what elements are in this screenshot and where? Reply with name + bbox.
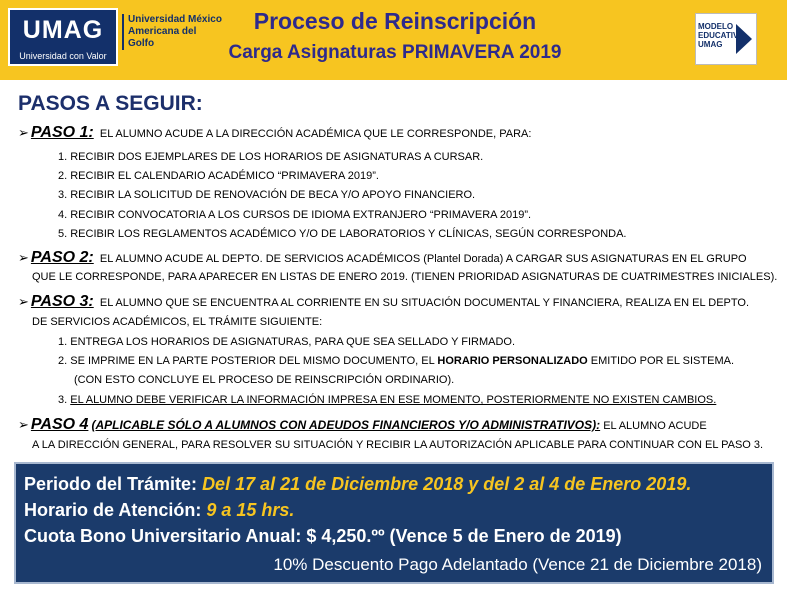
paso3-item-2-end: EMITIDO POR EL SISTEMA. xyxy=(587,355,735,367)
periodo-value: Del 17 al 21 de Diciembre 2018 y del 2 al 4 de Enero 2019. xyxy=(202,474,692,494)
periodo-label: Periodo del Trámite: xyxy=(24,474,198,494)
paso3-item-3-text: EL ALUMNO DEBE VERIFICAR LA INFORMACIÓN IMPRESA EN ESE MOMENTO, POSTERIORMENTE NO EXISTEN CAMBIOS. xyxy=(70,394,717,406)
page-subtitle: Carga Asignaturas PRIMAVERA 2019 xyxy=(228,42,562,63)
paso3-item-1: 1. ENTREGA LOS HORARIOS DE ASIGNATURAS, PARA QUE SEA SELLADO Y FIRMADO. xyxy=(58,336,516,348)
horario-label: Horario de Atención: xyxy=(24,500,202,520)
paso1-item-5: 5. RECIBIR LOS REGLAMENTOS ACADÉMICO Y/O DE LABORATORIOS Y CLÍNICAS, SEGÚN CORRESPONDA. xyxy=(58,228,627,240)
paso1-item-2: 2. RECIBIR EL CALENDARIO ACADÉMICO “PRIMAVERA 2019”. xyxy=(58,170,379,182)
arrow-bullet-icon: ➢ xyxy=(18,250,29,265)
university-name: Universidad México Americana del Golfo xyxy=(122,14,223,50)
paso3-line xyxy=(18,293,749,311)
paso3-item-2-cont: (CON ESTO CONCLUYE EL PROCESO DE REINSCRIPCIÓN ORDINARIO). xyxy=(74,374,455,386)
paso1-label: PASO 1: xyxy=(30,124,94,141)
paso3-text-1: EL ALUMNO QUE SE ENCUENTRA AL CORRIENTE EN SU SITUACIÓN DOCUMENTAL Y FINANCIERA, REALIZA EN EL DEPTO. xyxy=(99,297,749,309)
paso3-text-2: DE SERVICIOS ACADÉMICOS, EL TRÁMITE SIGUIENTE: xyxy=(32,316,323,328)
paso1-item-3: 3. RECIBIR LA SOLICITUD DE RENOVACIÓN DE BECA Y/O APOYO FINANCIERO. xyxy=(58,189,476,201)
paso2-label: PASO 2: xyxy=(30,249,94,266)
modelo-educativo-logo xyxy=(695,13,757,65)
horario-value: 9 a 15 hrs. xyxy=(206,500,295,520)
paso1-line xyxy=(18,124,531,142)
paso2-text-1: EL ALUMNO ACUDE AL DEPTO. DE SERVICIOS ACADÉMICOS (Plantel Dorada) A CARGAR SUS ASIGNATURAS EN EL GRUPO xyxy=(99,253,747,265)
paso1-item-4: 4. RECIBIR CONVOCATORIA A LOS CURSOS DE IDIOMA EXTRANJERO “PRIMAVERA 2019”. xyxy=(58,209,532,221)
paso2-line xyxy=(18,249,747,267)
header-banner xyxy=(0,0,787,80)
paso4-text-2: A LA DIRECCIÓN GENERAL, PARA RESOLVER SU SITUACIÓN Y RECIBIR LA AUTORIZACIÓN APLICABLE PARA CONTINUAR CON EL PASO 3. xyxy=(32,439,764,451)
paso4-line xyxy=(18,416,707,434)
horario-line xyxy=(24,500,294,521)
info-box xyxy=(14,462,774,584)
logo-slogan: Universidad con Valor xyxy=(19,51,107,61)
paso1-item-1: 1. RECIBIR DOS EJEMPLARES DE LOS HORARIOS DE ASIGNATURAS A CURSAR. xyxy=(58,151,484,163)
horario-personalizado: HORARIO PERSONALIZADO xyxy=(437,355,588,367)
paso4-label: PASO 4 xyxy=(30,416,89,433)
steps-heading: PASOS A SEGUIR: xyxy=(18,92,203,115)
paso2-text-2: QUE LE CORRESPONDE, PARA APARECER EN LISTAS DE ENERO 2019. (TIENEN PRIORIDAD ASIGNATURAS DE CUATRIMESTRES INICIALES). xyxy=(32,271,778,283)
cuota-line: Cuota Bono Universitario Anual: $ 4,250.ºº (Vence 5 de Enero de 2019) xyxy=(24,526,622,546)
paso4-qualifier: (APLICABLE SÓLO A ALUMNOS CON ADEUDOS FINANCIEROS Y/O ADMINISTRATIVOS): xyxy=(91,418,601,432)
periodo-line xyxy=(24,474,691,495)
page-title: Proceso de Reinscripción xyxy=(253,8,537,34)
discount-line: 10% Descuento Pago Adelantado (Vence 21 de Diciembre 2018) xyxy=(273,555,762,574)
arrow-bullet-icon: ➢ xyxy=(18,417,29,432)
paso3-item-2 xyxy=(58,355,734,367)
umag-logo xyxy=(8,8,118,66)
paso3-label: PASO 3: xyxy=(30,293,94,310)
logo-text: UMAG xyxy=(22,16,104,44)
paso3-item-2-text: 2. SE IMPRIME EN LA PARTE POSTERIOR DEL MISMO DOCUMENTO, EL xyxy=(58,355,438,367)
paso3-item-3 xyxy=(58,394,716,406)
modelo-label: MODELO EDUCATIVO UMAG xyxy=(698,22,745,49)
arrow-bullet-icon: ➢ xyxy=(18,125,29,140)
paso3-item-3-num: 3. xyxy=(58,394,71,406)
paso1-intro: EL ALUMNO ACUDE A LA DIRECCIÓN ACADÉMICA QUE LE CORRESPONDE, PARA: xyxy=(99,128,532,140)
arrow-icon xyxy=(736,24,752,54)
arrow-bullet-icon: ➢ xyxy=(18,294,29,309)
paso4-text-1: EL ALUMNO ACUDE xyxy=(600,420,707,432)
